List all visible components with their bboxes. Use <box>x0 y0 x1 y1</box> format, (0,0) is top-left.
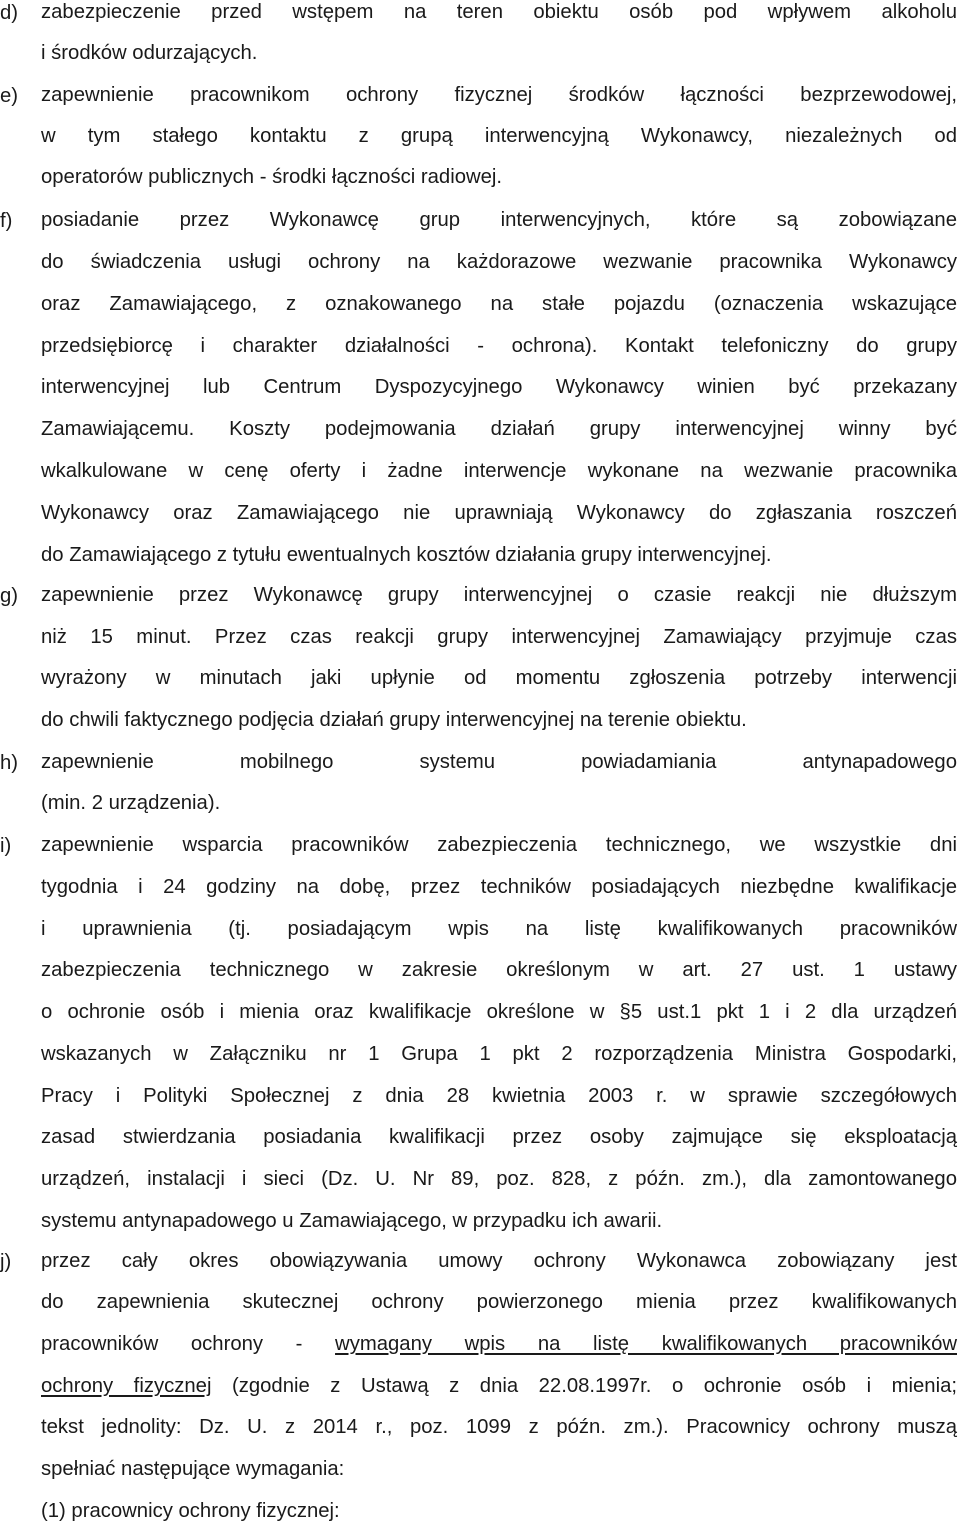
text-line: i środków odurzających. <box>41 42 258 64</box>
text-line: zasad stwierdzania posiadania kwalifikacji przez osoby zajmujące się eksploatacją <box>41 1126 957 1148</box>
text-line: tygodnia i 24 godziny na dobę, przez techników posiadających niezbędne kwalifikacje <box>41 876 957 898</box>
sub-item-1: (1) pracownicy ochrony fizycznej: <box>41 1500 340 1522</box>
text-line: przez cały okres obowiązywania umowy ochrony Wykonawca zobowiązany jest <box>41 1250 957 1272</box>
text-line: tekst jednolity: Dz. U. z 2014 r., poz. 1099 z późn. zm.). Pracownicy ochrony muszą <box>41 1416 957 1438</box>
text-line: o ochronie osób i mienia oraz kwalifikacje określone w §5 ust.1 pkt 1 i 2 dla urządzeń <box>41 1001 957 1023</box>
text-line: zapewnienie przez Wykonawcę grupy interwencyjnej o czasie reakcji nie dłuższym <box>41 584 957 606</box>
item-marker: i) <box>0 835 12 857</box>
text-line: zabezpieczenie przed wstępem na teren obiektu osób pod wpływem alkoholu <box>41 1 957 23</box>
item-marker: g) <box>0 585 19 607</box>
underlined-text: wymagany wpis na listę kwalifikowanych pracowników <box>335 1333 957 1355</box>
text-line: wyrażony w minutach jaki upłynie od momentu zgłoszenia potrzeby interwencji <box>41 667 957 689</box>
text-line: wskazanych w Załączniku nr 1 Grupa 1 pkt 2 rozporządzenia Ministra Gospodarki, <box>41 1043 957 1065</box>
text-segment: (zgodnie z Ustawą z dnia 22.08.1997r. o ochronie osób i mienia; <box>211 1375 957 1397</box>
text-segment: pracowników ochrony - <box>41 1333 336 1355</box>
text-line: wkalkulowane w cenę oferty i żadne interwencje wykonane na wezwanie pracownika <box>41 460 957 482</box>
text-line <box>41 1376 957 1396</box>
text-line: zapewnienie pracownikom ochrony fizycznej środków łączności bezprzewodowej, <box>41 84 957 106</box>
text-line: przedsiębiorcę i charakter działalności - ochrona). Kontakt telefoniczny do grupy <box>41 335 957 357</box>
text-line: do chwili faktycznego podjęcia działań grupy interwencyjnej na terenie obiektu. <box>41 709 747 731</box>
item-marker: d) <box>0 2 19 24</box>
text-line: posiadanie przez Wykonawcę grup interwencyjnych, które są zobowiązane <box>41 209 957 231</box>
item-marker: j) <box>0 1251 12 1273</box>
text-line: zapewnienie wsparcia pracowników zabezpieczenia technicznego, we wszystkie dni <box>41 834 957 856</box>
text-line: do Zamawiającego z tytułu ewentualnych kosztów działania grupy interwencyjnej. <box>41 544 772 566</box>
text-line: spełniać następujące wymagania: <box>41 1458 345 1480</box>
item-marker: h) <box>0 752 19 774</box>
text-line: zabezpieczenia technicznego w zakresie określonym w art. 27 ust. 1 ustawy <box>41 959 957 981</box>
text-line <box>41 1334 957 1354</box>
underlined-text: ochrony fizycznej <box>41 1375 212 1397</box>
text-line: w tym stałego kontaktu z grupą interwencyjną Wykonawcy, niezależnych od <box>41 125 957 147</box>
text-line: operatorów publicznych - środki łączności radiowej. <box>41 166 503 188</box>
text-line: i uprawnienia (tj. posiadającym wpis na listę kwalifikowanych pracowników <box>41 918 957 940</box>
text-line: interwencyjnej lub Centrum Dyspozycyjnego Wykonawcy winien być przekazany <box>41 376 957 398</box>
text-line: Wykonawcy oraz Zamawiającego nie uprawniają Wykonawcy do zgłaszania roszczeń <box>41 502 957 524</box>
item-marker: e) <box>0 85 19 107</box>
text-line: niż 15 minut. Przez czas reakcji grupy interwencyjnej Zamawiający przyjmuje czas <box>41 626 957 648</box>
text-line: (min. 2 urządzenia). <box>41 792 221 814</box>
text-line: systemu antynapadowego u Zamawiającego, w przypadku ich awarii. <box>41 1210 663 1232</box>
text-line: urządzeń, instalacji i sieci (Dz. U. Nr 89, poz. 828, z późn. zm.), dla zamontowanego <box>41 1168 957 1190</box>
text-line: do zapewnienia skutecznej ochrony powierzonego mienia przez kwalifikowanych <box>41 1291 957 1313</box>
text-line: do świadczenia usługi ochrony na każdorazowe wezwanie pracownika Wykonawcy <box>41 251 957 273</box>
text-line: zapewnienie mobilnego systemu powiadamiania antynapadowego <box>41 751 957 773</box>
text-line: Zamawiającemu. Koszty podejmowania działań grupy interwencyjnej winny być <box>41 418 957 440</box>
text-line: Pracy i Polityki Społecznej z dnia 28 kwietnia 2003 r. w sprawie szczegółowych <box>41 1085 957 1107</box>
text-line: oraz Zamawiającego, z oznakowanego na stałe pojazdu (oznaczenia wskazujące <box>41 293 957 315</box>
item-marker: f) <box>0 210 13 232</box>
